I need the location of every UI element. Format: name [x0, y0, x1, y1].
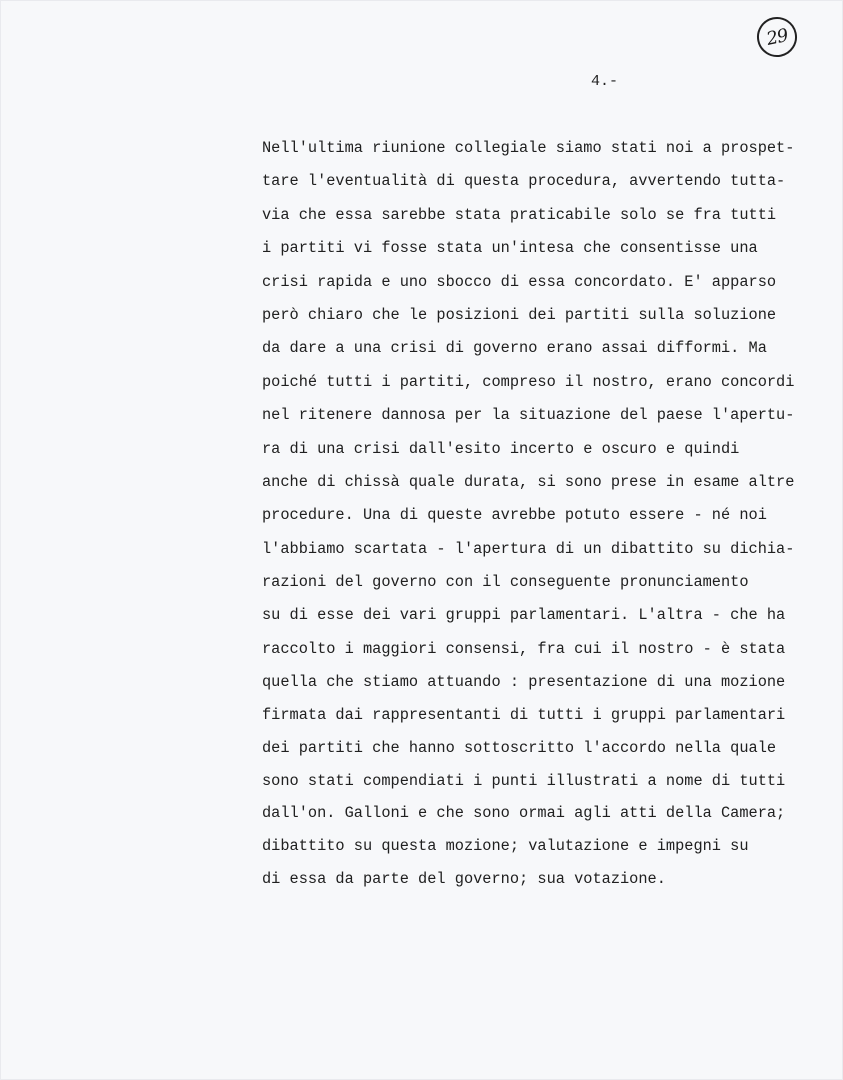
text-line: nel ritenere dannosa per la situazione del paese l'apertu- [262, 406, 795, 425]
text-line: dei partiti che hanno sottoscritto l'accordo nella quale [262, 738, 777, 757]
text-line: anche di chissà quale durata, si sono prese in esame altre [262, 472, 795, 491]
text-line: ra di una crisi dall'esito incerto e oscuro e quindi [262, 439, 740, 458]
text-line: dibattito su questa mozione; valutazione e impegni su [262, 837, 749, 856]
text-line: l'abbiamo scartata - l'apertura di un dibattito su dichia- [262, 539, 795, 558]
text-line: su di esse dei vari gruppi parlamentari. L'altra - che ha [262, 606, 786, 625]
text-line: crisi rapida e uno sbocco di essa concordato. E' apparso [262, 272, 777, 291]
text-line: razioni del governo con il conseguente pronunciamento [262, 573, 749, 592]
text-line: via che essa sarebbe stata praticabile solo se fra tutti [262, 205, 777, 224]
archive-number: 29 [764, 24, 790, 50]
text-line: firmata dai rappresentanti di tutti i gruppi parlamentari [262, 706, 786, 725]
text-line: poiché tutti i partiti, compreso il nostro, erano concordi [262, 372, 795, 391]
text-line: quella che stiamo attuando : presentazione di una mozione [262, 673, 786, 692]
text-line: di essa da parte del governo; sua votazione. [262, 870, 666, 889]
body-text [262, 136, 837, 900]
page-number: 4.- [591, 73, 619, 90]
text-line: però chiaro che le posizioni dei partiti sulla soluzione [262, 305, 777, 324]
text-line: i partiti vi fosse stata un'intesa che consentisse una [262, 239, 758, 258]
archive-number-stamp [753, 13, 800, 60]
text-line: dall'on. Galloni e che sono ormai agli atti della Camera; [262, 804, 786, 823]
text-line: da dare a una crisi di governo erano assai difformi. Ma [262, 339, 767, 358]
text-line: tare l'eventualità di questa procedura, avvertendo tutta- [262, 172, 786, 191]
text-line: raccolto i maggiori consensi, fra cui il nostro - è stata [262, 639, 786, 658]
text-line: Nell'ultima riunione collegiale siamo stati noi a prospet- [262, 139, 795, 157]
text-line: procedure. Una di queste avrebbe potuto essere - né noi [262, 506, 767, 525]
text-line: sono stati compendiati i punti illustrati a nome di tutti [262, 771, 786, 790]
